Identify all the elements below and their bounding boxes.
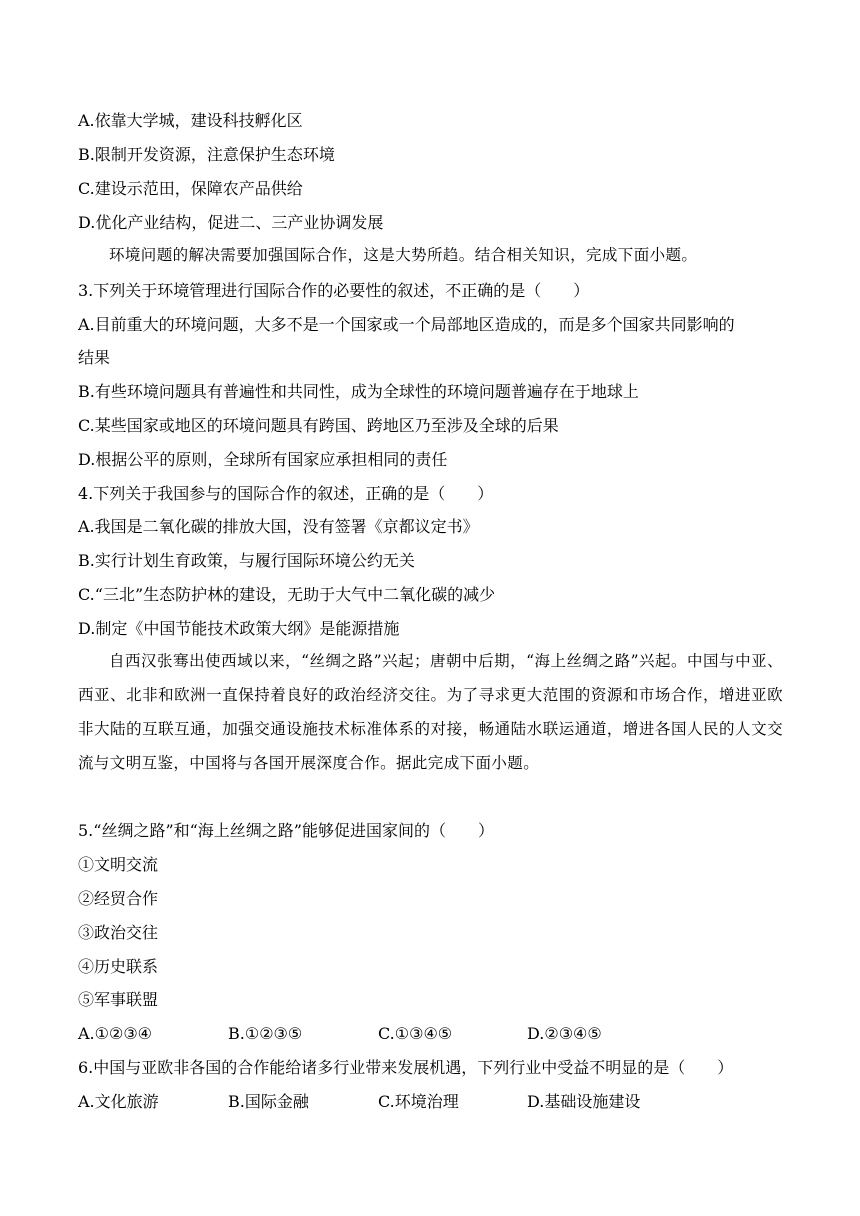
question-6: 6.中国与亚欧非各国的合作能给诸多行业带来发展机遇，下列行业中受益不明显的是（ ） — [78, 1058, 734, 1077]
q4-option-b: B.实行计划生育政策，与履行国际环境公约无关 — [78, 551, 415, 570]
q5-option-c: C.①③④⑤ — [378, 1024, 453, 1043]
question-3: 3.下列关于环境管理进行国际合作的必要性的叙述，不正确的是（ ） — [78, 281, 590, 300]
q3-option-c: C.某些国家或地区的环境问题具有跨国、跨地区乃至涉及全球的后果 — [78, 416, 559, 435]
q6-option-a: A.文化旅游 — [78, 1092, 159, 1111]
q4-option-c: C.“三北”生态防护林的建设，无助于大气中二氧化碳的减少 — [78, 585, 496, 604]
question-5: 5.“丝绸之路”和“海上丝绸之路”能够促进国家间的（ ） — [78, 821, 494, 840]
q5-option-d: D.②③④⑤ — [527, 1024, 602, 1043]
q5-option-b: B.①②③⑤ — [228, 1024, 303, 1043]
q3-option-a: A.目前重大的环境问题，大多不是一个国家或一个局部地区造成的，而是多个国家共同影响的 — [78, 315, 735, 334]
q2-option-b: B.限制开发资源，注意保护生态环境 — [78, 145, 335, 164]
q6-option-d: D.基础设施建设 — [527, 1092, 641, 1111]
q4-option-a: A.我国是二氧化碳的排放大国，没有签署《京都议定书》 — [78, 517, 479, 536]
q4-option-d: D.制定《中国节能技术政策大纲》是能源措施 — [78, 619, 400, 638]
q5-item-3: ③政治交往 — [78, 923, 159, 942]
q3-option-a-continued: 结果 — [78, 348, 111, 367]
q5-item-1: ①文明交流 — [78, 855, 159, 874]
q2-option-a: A.依靠大学城，建设科技孵化区 — [78, 111, 303, 130]
q6-option-b: B.国际金融 — [228, 1092, 309, 1111]
passage-environment: 环境问题的解决需要加强国际合作，这是大势所趋。结合相关知识，完成下面小题。 — [109, 246, 698, 264]
passage-silk-road: 自西汉张骞出使西域以来，“丝绸之路”兴起；唐朝中后期，“海上丝绸之路”兴起。中国与中亚、西亚、北非和欧洲一直保持着良好的政治经济交往。为了寻求更大范围的资源和市场合作，增进亚欧非大陆的互联互通，加强交通设施技术标准体系的对接，畅通陆水联运通道，增进各国人民的人文交流与文明互鉴，中国将与各国开展深度合作。据此完成下面小题。 — [78, 652, 783, 772]
q3-option-b: B.有些环境问题具有普遍性和共同性，成为全球性的环境问题普遍存在于地球上 — [78, 382, 639, 401]
q5-item-5: ⑤军事联盟 — [78, 990, 159, 1009]
q2-option-d: D.优化产业结构，促进二、三产业协调发展 — [78, 213, 384, 232]
q2-option-c: C.建设示范田，保障农产品供给 — [78, 179, 303, 198]
question-4: 4.下列关于我国参与的国际合作的叙述，正确的是（ ） — [78, 484, 494, 503]
q5-item-2: ②经贸合作 — [78, 889, 159, 908]
q5-option-a: A.①②③④ — [78, 1024, 153, 1043]
q5-item-4: ④历史联系 — [78, 957, 159, 976]
q6-option-c: C.环境治理 — [378, 1092, 459, 1111]
q3-option-d: D.根据公平的原则，全球所有国家应承担相同的责任 — [78, 450, 448, 469]
